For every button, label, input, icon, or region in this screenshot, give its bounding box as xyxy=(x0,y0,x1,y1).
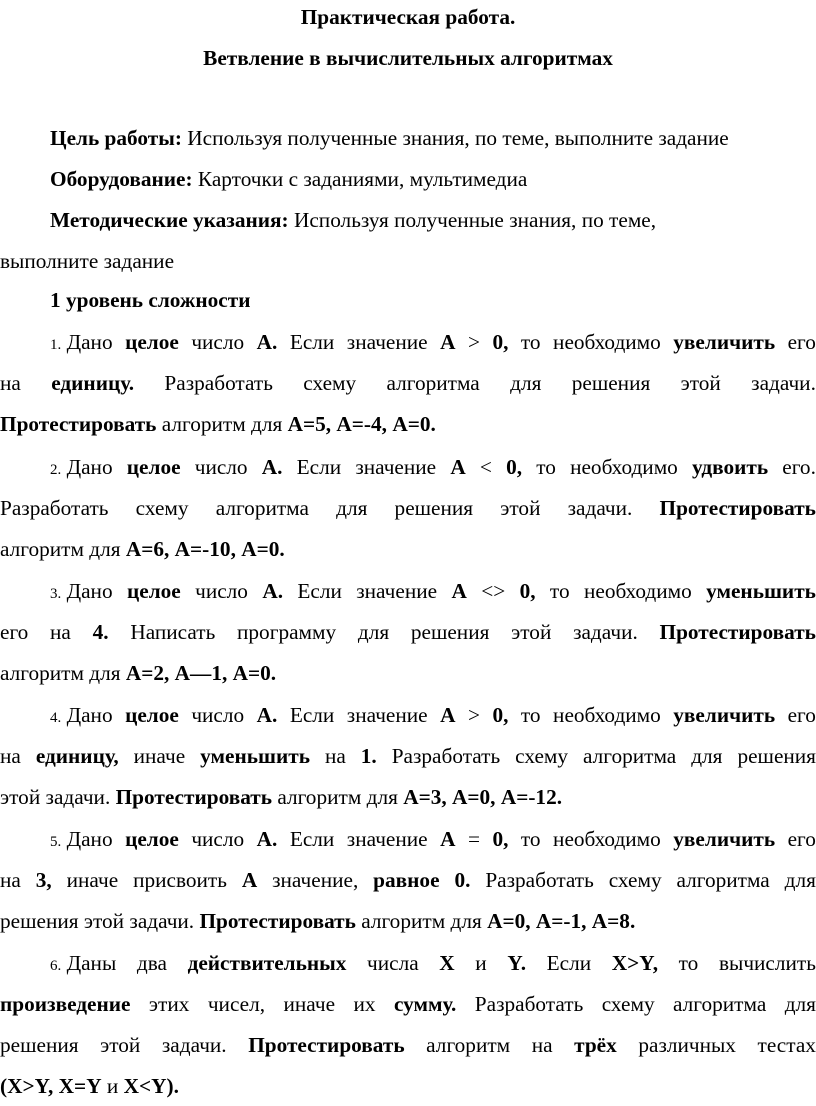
task-6-line-1: 6. Даны два действительных числа X и Y. Если X>Y, то вычислить xyxy=(50,951,816,975)
guidelines-label: Методические указания: xyxy=(50,208,289,232)
task-5-line-1: 5. Дано целое число А. Если значение А = 0, то необходимо увеличить его xyxy=(50,827,816,851)
task-1-line-1: 1. Дано целое число А. Если значение А > 0, то необходимо увеличить его xyxy=(50,330,816,354)
task-4-line-3: этой задачи. Протестировать алгоритм для А=3, А=0, А=-12. xyxy=(0,785,563,809)
task-6-line-3: решения этой задачи. Протестировать алгоритм на трёх различных тестах xyxy=(0,1033,816,1057)
goal-text: Используя полученные знания, по теме, выполните задание xyxy=(181,126,729,150)
task-2-line-1: 2. Дано целое число А. Если значение А < 0, то необходимо удвоить его. xyxy=(50,455,816,479)
document-subtitle: Ветвление в вычислительных алгоритмах xyxy=(203,46,613,70)
equipment-label: Оборудование: xyxy=(50,167,193,191)
task-5-number: 5. xyxy=(50,834,62,850)
task-1-number: 1. xyxy=(50,337,62,353)
guidelines-text: Используя полученные знания, по теме, xyxy=(288,208,657,232)
level-heading: 1 уровень сложности xyxy=(50,288,251,312)
task-1-line-2: на единицу. Разработать схему алгоритма для решения этой задачи. xyxy=(0,371,816,395)
task-3-line-2: его на 4. Написать программу для решения этой задачи. Протестировать xyxy=(0,620,816,644)
equipment-text: Карточки с заданиями, мультимедиа xyxy=(192,167,528,191)
task-6-line-2: произведение этих чисел, иначе их сумму. Разработать схему алгоритма для xyxy=(0,992,816,1016)
goal-line xyxy=(50,124,816,152)
task-2-line-3: алгоритм для А=6, А=-10, А=0. xyxy=(0,537,285,561)
task-4-line-2: на единицу, иначе уменьшить на 1. Разработать схему алгоритма для решения xyxy=(0,744,816,768)
task-5-line-3: решения этой задачи. Протестировать алгоритм для А=0, А=-1, А=8. xyxy=(0,909,636,933)
task-6-line-4: (X>Y, X=Y и X<Y). xyxy=(0,1074,179,1098)
task-4-line-1: 4. Дано целое число А. Если значение А > 0, то необходимо увеличить его xyxy=(50,703,816,727)
task-4-number: 4. xyxy=(50,710,62,726)
document-title: Практическая работа. xyxy=(300,5,516,29)
task-3-number: 3. xyxy=(50,586,62,602)
equipment-line xyxy=(50,165,816,193)
task-3-line-1: 3. Дано целое число А. Если значение А <> 0, то необходимо уменьшить xyxy=(50,579,816,603)
task-1-line-3: Протестировать алгоритм для А=5, А=-4, А=0. xyxy=(0,412,436,436)
guidelines-line-2: выполните задание xyxy=(0,249,175,273)
task-5-line-2: на 3, иначе присвоить А значение, равное 0. Разработать схему алгоритма для xyxy=(0,868,816,892)
task-2-line-2: Разработать схему алгоритма для решения этой задачи. Протестировать xyxy=(0,496,816,520)
task-2-number: 2. xyxy=(50,462,62,478)
goal-label: Цель работы: xyxy=(50,126,182,150)
task-3-line-3: алгоритм для А=2, А—1, А=0. xyxy=(0,661,277,685)
guidelines-line xyxy=(50,206,816,234)
task-6-number: 6. xyxy=(50,958,62,974)
